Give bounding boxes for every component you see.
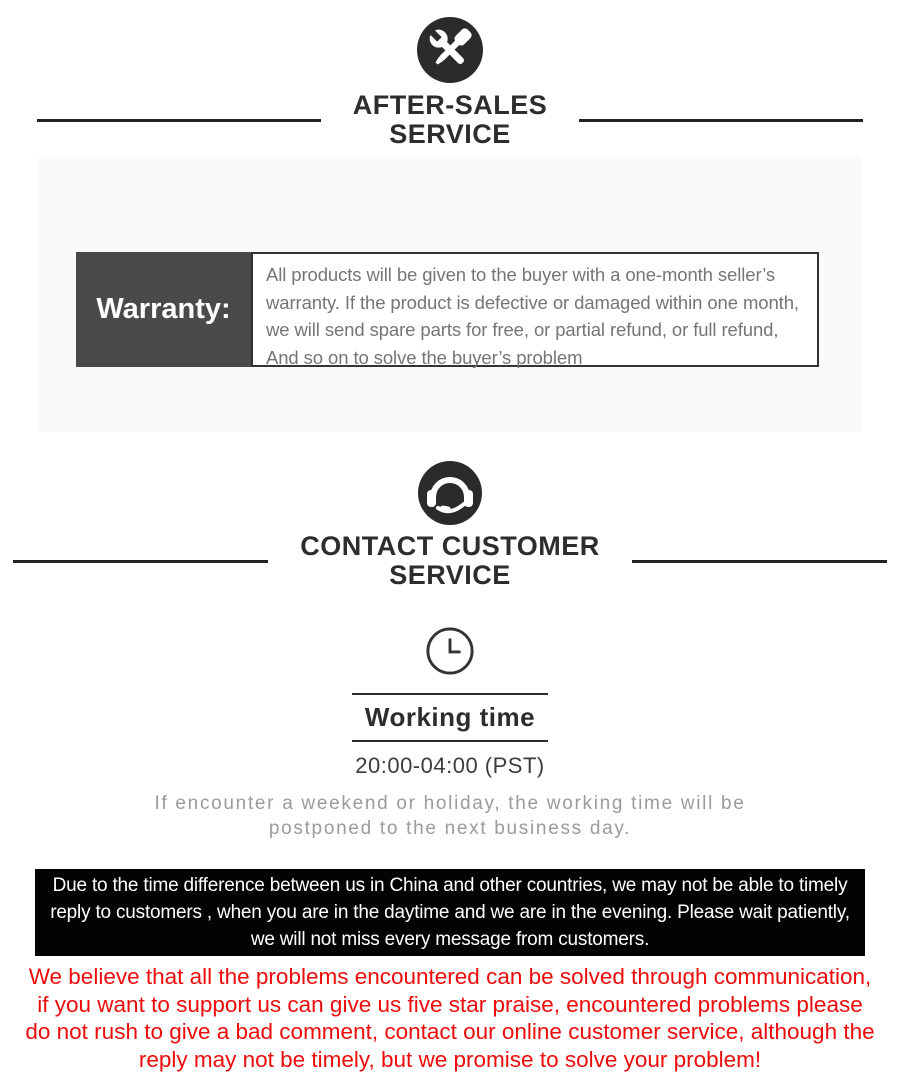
- after-sales-title-line2: SERVICE: [389, 119, 511, 149]
- working-hours: 20:00-04:00 (PST): [355, 753, 545, 778]
- promise-line: if you want to support us can give us five star praise, encountered problems please: [37, 991, 863, 1017]
- divider-line: [13, 560, 268, 563]
- warranty-row: [76, 252, 819, 367]
- banner-line: reply to customers , when you are in the daytime and we are in the evening. Please wait patiently,: [50, 902, 850, 923]
- after-sales-title: [353, 91, 548, 149]
- tools-icon: [417, 17, 483, 83]
- holiday-note: [0, 791, 900, 841]
- warranty-label: Warranty:: [76, 252, 251, 367]
- banner-line: we will not miss every message from customers.: [250, 929, 650, 950]
- working-time-section: [0, 626, 900, 681]
- warranty-panel: [39, 157, 861, 432]
- warranty-text-line: And so on to solve the buyer’s problem: [266, 346, 583, 368]
- contact-title: [300, 532, 600, 590]
- divider-line: [632, 560, 887, 563]
- clock-icon: [425, 626, 475, 676]
- time-difference-banner: [35, 869, 865, 956]
- after-sales-title-row: [0, 91, 900, 149]
- divider-line: [37, 119, 321, 122]
- promise-line: do not rush to give a bad comment, contact our online customer service, although the: [25, 1019, 875, 1044]
- contact-title-line2: SERVICE: [389, 560, 511, 590]
- holiday-note-line2: postponed to the next business day.: [268, 818, 632, 839]
- working-time-title-box: [352, 693, 548, 742]
- after-sales-title-line1: AFTER-SALES: [352, 90, 548, 120]
- working-time-title: Working time: [364, 702, 536, 732]
- headset-icon: [418, 461, 482, 525]
- promise-line: reply may not be timely, but we promise to solve your problem!: [138, 1046, 762, 1072]
- holiday-note-line1: If encounter a weekend or holiday, the working time will be: [154, 793, 746, 814]
- promise-text: [0, 963, 900, 1073]
- warranty-text-box: [251, 252, 819, 367]
- contact-title-line1: CONTACT CUSTOMER: [300, 531, 600, 561]
- contact-header: [0, 461, 900, 525]
- contact-title-row: [0, 532, 900, 590]
- warranty-text-line: we will send spare parts for free, or partial refund, or full refund,: [266, 319, 779, 340]
- banner-line: Due to the time difference between us in China and other countries, we may not be able to timely: [52, 875, 848, 896]
- warranty-text-line: warranty. If the product is defective or damaged within one month,: [266, 291, 799, 313]
- promise-line: We believe that all the problems encountered can be solved through communication,: [28, 964, 872, 989]
- divider-line: [579, 119, 863, 122]
- warranty-text-line: All products will be given to the buyer with a one-month seller’s: [266, 264, 776, 285]
- after-sales-header: [0, 0, 900, 83]
